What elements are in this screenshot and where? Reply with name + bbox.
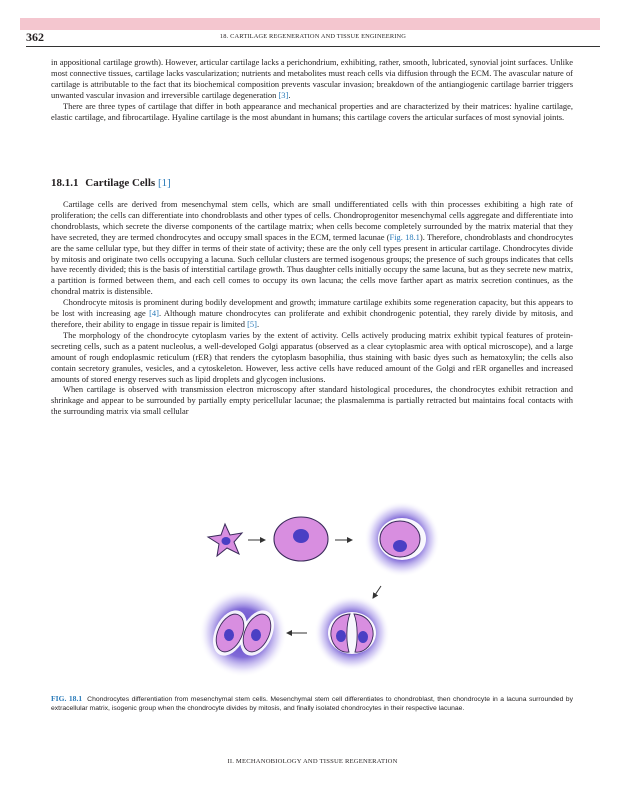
- section-citation[interactable]: [1]: [157, 177, 171, 189]
- figure-caption: [51, 694, 573, 713]
- page-footer: II. MECHANOBIOLOGY AND TISSUE REGENERATION: [227, 758, 398, 765]
- intro-paragraph-2: There are three types of cartilage that differ in both appearance and mechanical properties and are characterized by their matrices: hyaline cartilage, elastic cartilage, and fibrocartilage. Hyaline cartilage is the most abundant in humans; this cartilage covers the articular surfaces of most synovial joints.: [51, 100, 573, 122]
- cells-p2-text-a: Chondrocyte mitosis is prominent during bodily development and growth; immature cartilage exhibits some regeneration capacity, but this appears to be lost with increasing age: [51, 297, 573, 319]
- citation-5[interactable]: [5]: [247, 318, 257, 329]
- cells-paragraph-1: [51, 199, 573, 297]
- intro-p1-text: in appositional cartilage growth). However, articular cartilage lacks a perichondrium, exhibiting, rather, smooth, lubricated, synovial joint surfaces. Unlike most connective tissues, cartilage lacks vascularization; nutrients and metabolites must reach cells via diffusion through the ECM. The avascular nature of cartilage is attributable to the fact that its biochemical composition prevents vascular invasion; breakdown of the antiangiogenic cartilage barrier triggers unwanted vascular invasion and irreversible cartilage degeneration: [51, 57, 573, 100]
- cartilage-cells-text: [51, 199, 573, 417]
- cells-paragraph-4: When cartilage is observed with transmission electron microscopy after standard histological procedures, the chondrocytes exhibit retraction and shrinkage and appear to be surrounded by partially empty pericellular lacunae; the plasmalemma is partially retracted but maintains focal contacts with the surrounding matrix via small cellular: [51, 384, 573, 417]
- section-title: Cartilage Cells: [85, 177, 156, 189]
- citation-4[interactable]: [4]: [149, 308, 159, 319]
- header-color-band: [20, 18, 600, 30]
- figure-label: FIG. 18.1: [51, 694, 83, 703]
- chondroblast-cell: [274, 517, 328, 561]
- cells-p1-text-b: ). Therefore, chondroblasts and chondrocytes are the same cellular type, but they differ in terms of their state of activity; these are the only cell types present in articular cartilage. Chondrocytes divide by mitosis and originate two cells occupying a lacuna. Such cellular clusters are termed isogenous groups; the presence of such groups indicates that cells have recently divided; this is the basis of interstitial cartilage growth. Thus daughter cells initially occupy the same lacuna, but as they secrete new matrix, a partition is formed between them, and each cell comes to occupy its own lacuna; the cells move farther apart as matrix secretion continues, as the chondral matrix is distensible.: [51, 231, 573, 297]
- section-number: 18.1.1: [51, 177, 79, 189]
- isogenous-group: [314, 595, 390, 671]
- citation-3[interactable]: [3]: [278, 89, 289, 100]
- figure-reference[interactable]: Fig. 18.1: [389, 231, 420, 242]
- cells-p2-text-c: .: [256, 318, 260, 329]
- isolated-chondrocytes: [199, 589, 287, 677]
- intro-paragraph-1: [51, 57, 573, 101]
- chondrocyte-in-lacuna: [364, 502, 440, 577]
- intro-text: [51, 57, 573, 122]
- cells-paragraph-2: [51, 297, 573, 330]
- chondrocyte-differentiation-figure: [195, 502, 595, 682]
- figure-caption-text: Chondrocytes differentiation from mesenchymal stem cells. Mesenchymal stem cell differentiates to chondroblast, then chondrocyte in a lacuna surrounded by extracellular matrix, isogenic group when the chondrocyte divides by mitosis, and finally isolated chondrocytes in their respective lacunae.: [51, 696, 573, 712]
- cells-p1-text-a: Cartilage cells are derived from mesenchymal stem cells, which are small undifferentiated cells with thin processes exhibiting a high rate of proliferation; the cells can differentiate into chondroblasts and other types of cells. Chondroprogenitor mesenchymal cells aggregate and differentiate into chondroblasts, which secrete the diverse components of the cartilage matrix; when cells become completely surrounded by the matrix material that they have secreted, they are termed chondrocytes and occupy small spaces in the ECM, termed lacunae (: [51, 199, 573, 242]
- section-heading: [51, 177, 171, 189]
- running-title: 18. CARTILAGE REGENERATION AND TISSUE ENGINEERING: [219, 33, 407, 40]
- cells-p2-text-b: . Although mature chondrocytes can proliferate and exhibit chondrogenic potential, they rarely divide by mitosis, and therefore, their ability to engage in tissue repair is limited: [51, 308, 573, 329]
- intro-p1-end: .: [288, 89, 291, 100]
- cells-paragraph-3: The morphology of the chondrocyte cytoplasm varies by the extent of activity. Cells actively producing matrix exhibit typical features of protein-secreting cells, such as a patent nucleolus, a well-developed Golgi apparatus (observed as a clear cytoplasmic area with optical microscope), and a large amount of rough endoplasmic reticulum (rER) that renders the cytoplasm basophilia, thus staining with basic dyes such as hematoxylin; the cells also contain secretory granules, vesicles, and a cytoskeleton. However, less active cells have reduced amount of the Golgi and rER organelles and increased amounts of stored energy reserves such as lipid droplets and glycogen inclusions.: [51, 329, 573, 384]
- page-number: 362: [26, 30, 44, 44]
- mesenchymal-stem-cell: [208, 524, 242, 556]
- arrow-3: [373, 586, 381, 598]
- page-header: [26, 32, 600, 47]
